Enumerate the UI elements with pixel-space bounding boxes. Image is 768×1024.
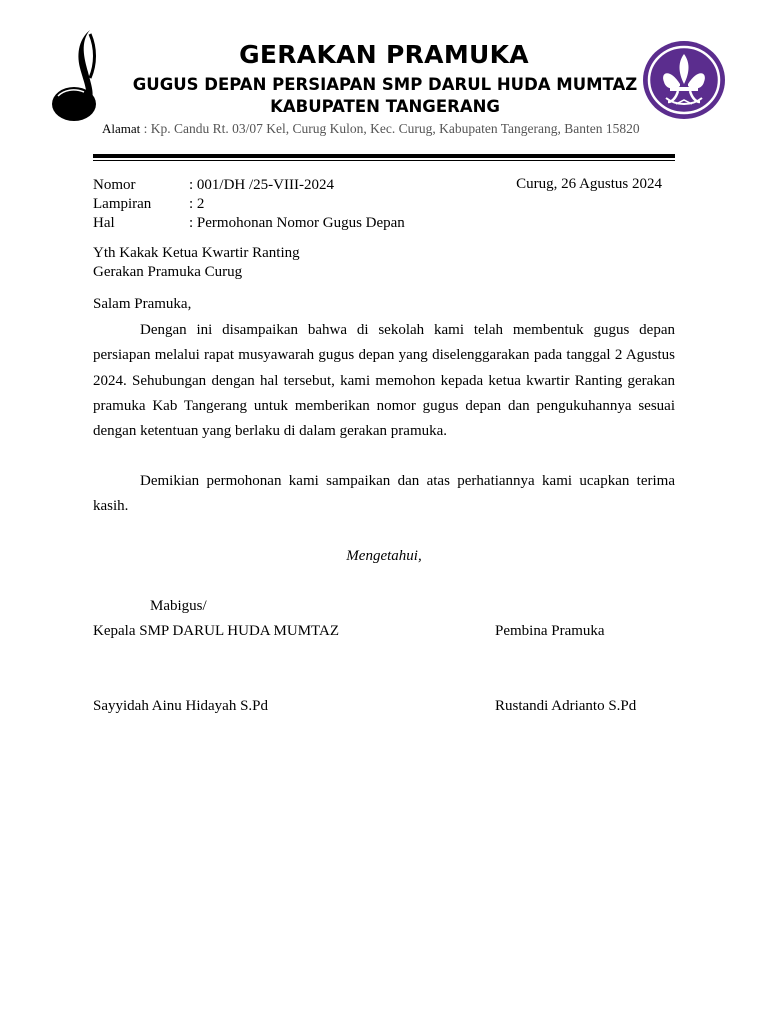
body-paragraph-2-text: Demikian permohonan kami sampaikan dan atas perhatiannya kami ucapkan terima kasih. (93, 473, 675, 515)
left-role-line1: Mabigus/ (150, 598, 207, 614)
acknowledged-label: Mengetahui, (346, 548, 422, 564)
letterhead-subtitle-line2: KABUPATEN TANGERANG (270, 97, 500, 116)
letter-date: Curug, 26 Agustus 2024 (516, 176, 662, 192)
lampiran-label: Lampiran (93, 196, 152, 212)
right-role: Pembina Pramuka (495, 623, 605, 639)
address-label: Alamat (102, 121, 141, 136)
hal-value: : Permohonan Nomor Gugus Depan (189, 215, 405, 231)
greeting: Salam Pramuka, (93, 296, 192, 312)
letterhead-title: GERAKAN PRAMUKA (239, 40, 529, 69)
letterhead-divider-thin (93, 160, 675, 161)
right-signatory: Rustandi Adrianto S.Pd (495, 698, 637, 714)
recipient-line2: Gerakan Pramuka Curug (93, 264, 243, 280)
body-paragraph-1 (93, 318, 675, 444)
lampiran-value: : 2 (189, 196, 205, 212)
letterhead-subtitle-line1: GUGUS DEPAN PERSIAPAN SMP DARUL HUDA MUMTAZ (132, 75, 638, 94)
hal-label: Hal (93, 215, 115, 231)
letterhead-address (102, 121, 640, 137)
nomor-label: Nomor (93, 177, 136, 193)
recipient-line1: Yth Kakak Ketua Kwartir Ranting (93, 245, 300, 261)
left-signatory: Sayyidah Ainu Hidayah S.Pd (93, 698, 268, 714)
address-text: : Kp. Candu Rt. 03/07 Kel, Curug Kulon, Kec. Curug, Kabupaten Tangerang, Banten 15820 (143, 121, 640, 136)
nomor-value: : 001/DH /25-VIII-2024 (189, 177, 334, 193)
left-role-line2: Kepala SMP DARUL HUDA MUMTAZ (93, 623, 340, 639)
body-paragraph-2 (93, 469, 675, 520)
letterhead-divider-thick (93, 154, 675, 158)
body-paragraph-1-text: Dengan ini disampaikan bahwa di sekolah kami telah membentuk gugus depan persiapan melalui rapat musyawarah gugus depan yang diselenggarakan pada tanggal 2 Agustus 2024. Sehubungan dengan hal tersebut, kami memohon kepada ketua kwartir Ranting gerakan pramuka Kab Tangerang untuk memberikan nomor gugus depan dan pengukuhannya sesuai dengan ketentuan yang berlaku di dalam gerakan pramuka. (93, 322, 675, 440)
